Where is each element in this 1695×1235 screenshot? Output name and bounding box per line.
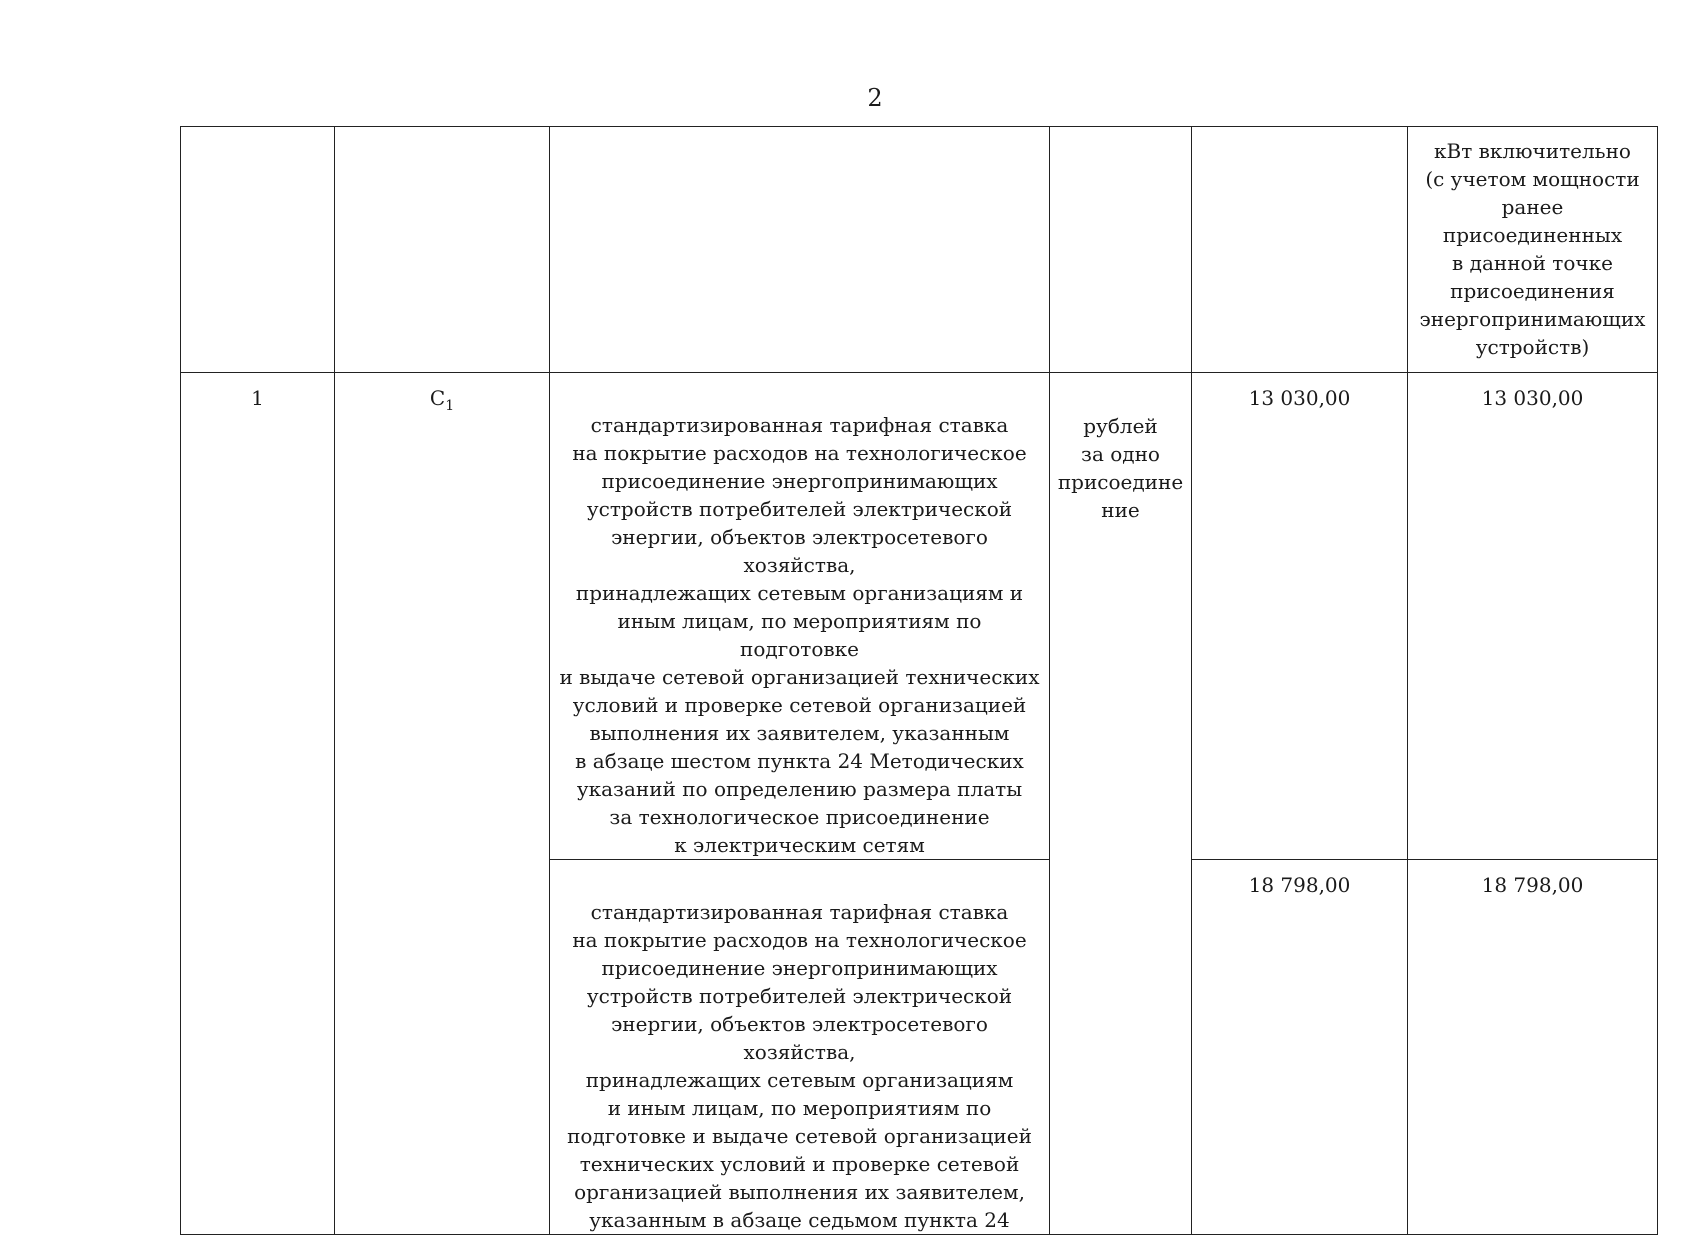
page-number: 2 — [867, 84, 883, 112]
row-number-cell — [181, 373, 335, 1235]
unit-cell — [1050, 373, 1192, 1235]
description-cell-2 — [550, 860, 1050, 1235]
row-number: 1 — [251, 386, 264, 410]
value-1-cell-2 — [1192, 860, 1408, 1235]
header-cell-description — [550, 127, 1050, 373]
description-cell-1 — [550, 373, 1050, 860]
rate-description-2: стандартизированная тарифная ставка на покрытие расходов на технологическое присоединение энергопринимающих устройств потребителей электрической энергии, объектов электросетевого хозяйства, принадлежащих сетевым организациям и иным лицам, по мероприятиям по подготовке и выдаче сетевой организацией технических условий и проверке сетевой организацией выполнения их заявителем, указанным в абзаце седьмом пункта 24 — [567, 900, 1032, 1232]
value-2-cell-1 — [1408, 373, 1658, 860]
table-row — [181, 373, 1658, 860]
rate-value-2: 18 798,00 — [1481, 873, 1584, 897]
unit-label: рублей за одно присоедине ние — [1057, 414, 1184, 522]
tariff-table — [180, 126, 1658, 1235]
rate-description-1: стандартизированная тарифная ставка на покрытие расходов на технологическое присоединение энергопринимающих устройств потребителей электрической энергии, объектов электросетевого хозяйства, принадлежащих сетевым организациям и иным лицам, по мероприятиям по подготовке и выдаче сетевой организацией технических условий и проверке сетевой организацией выполнения их заявителем, указанным в абзаце шестом пункта 24 Методических указаний по определению размера платы за технологическое присоединение к электрическим сетям — [559, 413, 1040, 857]
rate-value-2: 13 030,00 — [1481, 386, 1584, 410]
value-1-cell-1 — [1192, 373, 1408, 860]
header-cell-unit — [1050, 127, 1192, 373]
rate-value-1: 13 030,00 — [1248, 386, 1351, 410]
power-range-note: кВт включительно (с учетом мощности ранее присоединенных в данной точке присоединения энергопринимающих устройств) — [1419, 139, 1646, 359]
header-cell-number — [181, 127, 335, 373]
table-header-continuation-row — [181, 127, 1658, 373]
value-2-cell-2 — [1408, 860, 1658, 1235]
rate-value-1: 18 798,00 — [1248, 873, 1351, 897]
header-cell-value-2 — [1408, 127, 1658, 373]
header-cell-value-1 — [1192, 127, 1408, 373]
rate-code: $C_1$ — [429, 386, 455, 414]
rate-code-cell — [335, 373, 550, 1235]
header-cell-code — [335, 127, 550, 373]
